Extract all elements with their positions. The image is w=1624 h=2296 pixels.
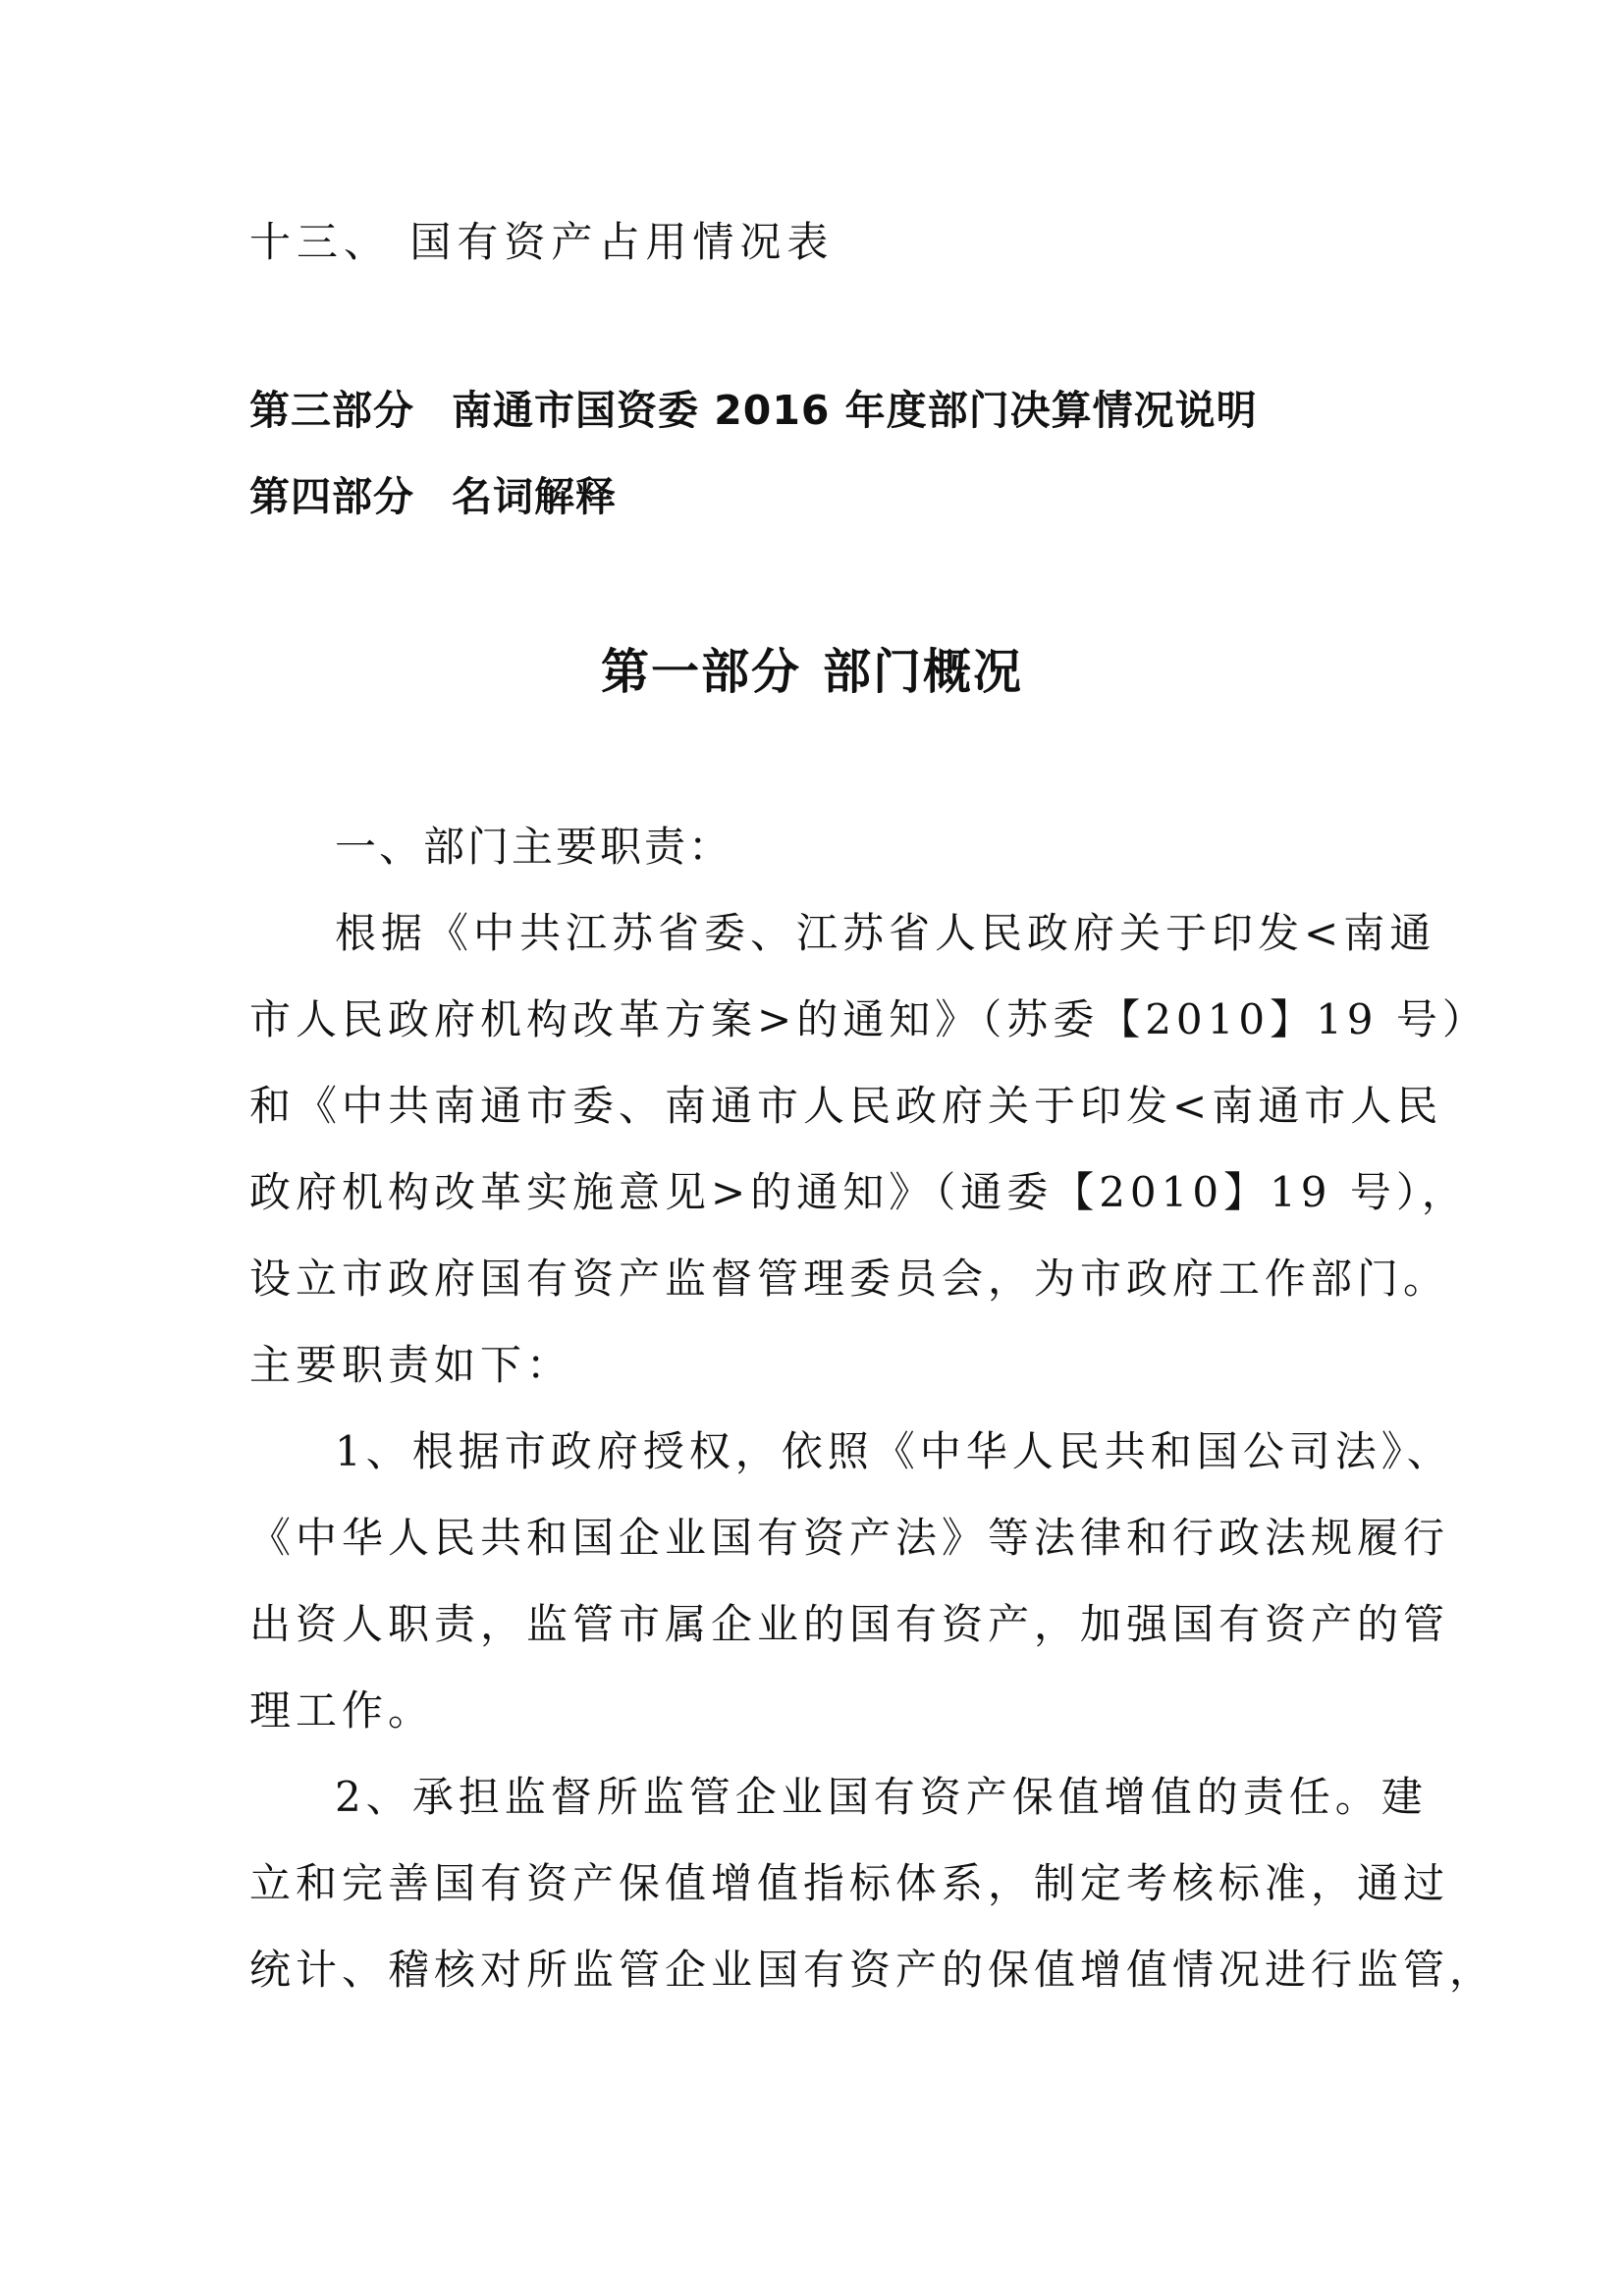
paragraph-line: 市人民政府机构改革方案>的通知》（苏委【2010】19 号） bbox=[249, 995, 1489, 1043]
section-title-part: 第一部分 bbox=[600, 644, 801, 700]
paragraph-line: 设立市政府国有资产监督管理委员会，为市政府工作部门。 bbox=[249, 1255, 1450, 1303]
toc-part-3-label: 第三部分 bbox=[249, 387, 414, 434]
paragraph-line: 《中华人民共和国企业国有资产法》等法律和行政法规履行 bbox=[249, 1514, 1450, 1562]
toc-part-4-title: 名词解释 bbox=[452, 473, 617, 520]
paragraph-line: 统计、稽核对所监管企业国有资产的保值增值情况进行监管， bbox=[249, 1946, 1496, 1994]
paragraph-line: 理工作。 bbox=[249, 1686, 435, 1735]
paragraph-line: 根据《中共江苏省委、江苏省人民政府关于印发<南通 bbox=[335, 909, 1436, 957]
toc-item-13: 十三、 国有资产占用情况表 bbox=[249, 218, 835, 266]
toc-part-4-label: 第四部分 bbox=[249, 473, 414, 520]
section-title-name: 部门概况 bbox=[823, 644, 1024, 700]
paragraph-line: 政府机构改革实施意见>的通知》（通委【2010】19 号）， bbox=[249, 1168, 1468, 1216]
paragraph-line: 立和完善国有资产保值增值指标体系，制定考核标准，通过 bbox=[249, 1859, 1450, 1907]
toc-part-3 bbox=[249, 387, 1258, 434]
section-title bbox=[0, 644, 1624, 700]
paragraph-line: 2、承担监督所监管企业国有资产保值增值的责任。建 bbox=[335, 1773, 1428, 1821]
subheading-main-duties: 一、部门主要职责： bbox=[335, 823, 733, 871]
toc-part-3-title: 南通市国资委 2016 年度部门决算情况说明 bbox=[452, 387, 1258, 434]
toc-part-4 bbox=[249, 473, 617, 520]
paragraph-line: 1、根据市政府授权，依照《中华人民共和国公司法》、 bbox=[335, 1427, 1453, 1475]
paragraph-line: 出资人职责，监管市属企业的国有资产，加强国有资产的管 bbox=[249, 1600, 1450, 1648]
paragraph-line: 主要职责如下： bbox=[249, 1341, 573, 1389]
paragraph-line: 和《中共南通市委、南通市人民政府关于印发<南通市人民 bbox=[249, 1082, 1443, 1130]
